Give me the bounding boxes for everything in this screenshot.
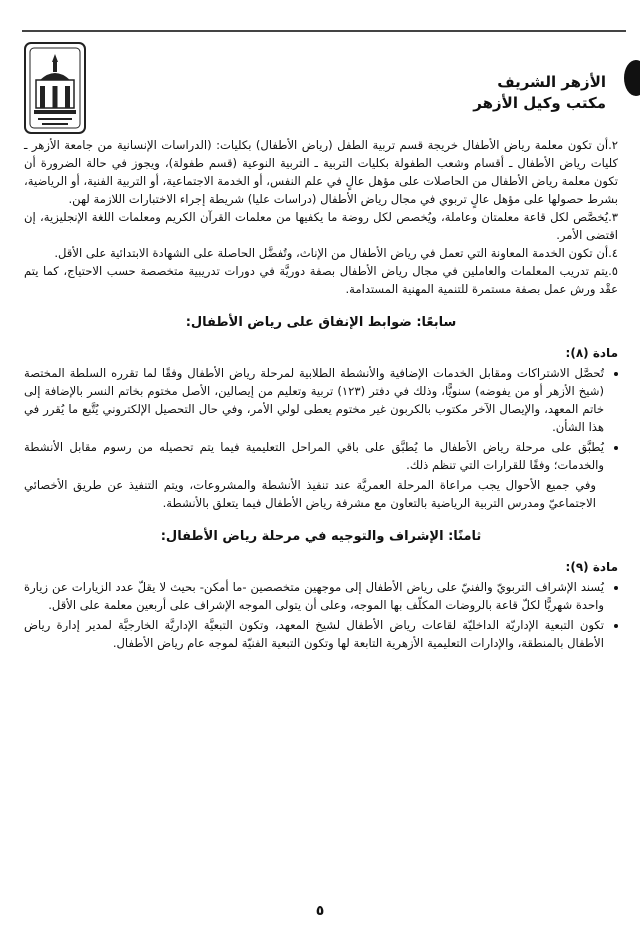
article-9-bullet-2: • تكون التبعية الإداريّة الداخليّة لقاعات رياض الأطفال لشيخ المعهد، وتكون التبعيَّة الإداريَّة الخارجيَّة لمدير إدارة رياض الأطفال بالمنطقة، والإدارات التعليمية الأزهرية التابعة لها وتكون التبعية الفنيّة لموجه عام رياض الأطفال. <box>24 616 604 652</box>
article-9-bullet-1: • يُسند الإشراف التربويّ والفنيّ على رياض الأطفال إلى موجهين متخصصين -ما أمكن- بحيث لا يقلّ عدد الزيارات عن زيارة واحدة شهريًّا لكلّ قاعة بالروضات المكلّف بها الموجه، وعلى أن يتولى الموجه الإشراف على أربعين معلمة على الأقل. <box>24 578 604 614</box>
issuer-line-1: الأزهر الشريف <box>497 73 606 91</box>
issuer-line-2: مكتب وكيل الأزهر <box>473 94 606 112</box>
al-azhar-emblem-icon <box>22 40 88 136</box>
article-8-list <box>24 364 618 474</box>
article-8-bullet-1: • تُحصَّل الاشتراكات ومقابل الخدمات الإضافية والأنشطة الطلابية لمرحلة رياض الأطفال وفقًا لما تقرره السلطة المختصة (شيخ الأزهر أو من يفوضه) سنويًّا، وذلك في دفتر (١٢٣) تربية وتعليم من إيصالين، الأصل مختوم بخاتم النسر بالإضافة إلى خاتم المعهد، والإيصال الآخر مكتوب بالكربون غير مختوم يعطى لولي الأمر، وفي حال التحصيل الإلكتروني يُتَّبع ما يُقرر في هذا الشأن. <box>24 364 604 436</box>
section-8-title: ثامنًا: الإشراف والتوجيه في مرحلة رياض الأطفال: <box>160 529 482 544</box>
article-8-heading: مادة (٨): <box>565 346 618 360</box>
article-8-bullet-2: • يُطبَّق على مرحلة رياض الأطفال ما يُطبَّق على باقي المراحل التعليمية فيما يتم تحصيله من رسوم مقابل الأنشطة والخدمات؛ وفقًا للقرارات التي تنظم ذلك. <box>24 438 604 474</box>
page-number: ٥ <box>315 903 325 919</box>
clause-4: ٤.أن تكون الخدمة المعاونة التي تعمل في رياض الأطفال من الإناث، وتُفضَّل الحاصلة على الشهادة الابتدائية على الأقل. <box>54 246 618 260</box>
article-8-paragraph: وفي جميع الأحوال يجب مراعاة المرحلة العمريَّة عند تنفيذ الأنشطة والمشروعات، ويتم التنفيذ عن طريق الأخصائي الاجتماعيّ ومدرس التربية الرياضية بالتعاون مع مشرفة رياض الأطفال فيما يتعلق بالأنشطة. <box>24 478 596 510</box>
document-body <box>24 136 618 654</box>
clause-2: ٢.أن تكون معلمة رياض الأطفال خريجة قسم تربية الطفل (رياض الأطفال) بكليات: (الدراسات الإنسانية من جامعة الأزهر ـ كليات رياض الأطفال ـ أقسام وشعب الطفولة بكليات التربية ـ التربية النوعية (قسم طفولة)، ويجوز في حالة الضرورة أن تكون معلمة رياض الأطفال من الحاصلات على مؤهل عالٍ في علم النفس، أو الخدمة الاجتماعية، أو التربية الفنية، أو الرياضية، بشرط حصولها على مؤهل عالٍ تربوي في مجال رياض الأطفال (دراسات عليا) شريطة إجراء الاختبارات اللازمة لهن. <box>24 138 618 206</box>
section-7-title: سابعًا: ضوابط الإنفاق على رياض الأطفال: <box>185 315 457 330</box>
article-9-heading: مادة (٩): <box>565 560 618 574</box>
clause-5: ٥.يتم تدريب المعلمات والعاملين في مجال رياض الأطفال بصفة دوريَّة في دورات تدريبية متخصصة حسب الاحتياج، كما يتم عقْد ورش عمل بصفة مستمرة للتنمية المهنية المستدامة. <box>24 264 618 296</box>
article-9-list <box>24 578 618 652</box>
edge-mark <box>624 60 640 96</box>
clause-3: ٣.يُخصَّص لكل قاعة معلمتان وعاملة، ويُخصص لكل روضة ما يكفيها من معلمات القرآن الكريم ومعلمات اللغة الإنجليزية، إن اقتضى الأمر. <box>24 210 618 242</box>
top-rule <box>22 30 626 32</box>
issuer-header <box>473 72 606 114</box>
